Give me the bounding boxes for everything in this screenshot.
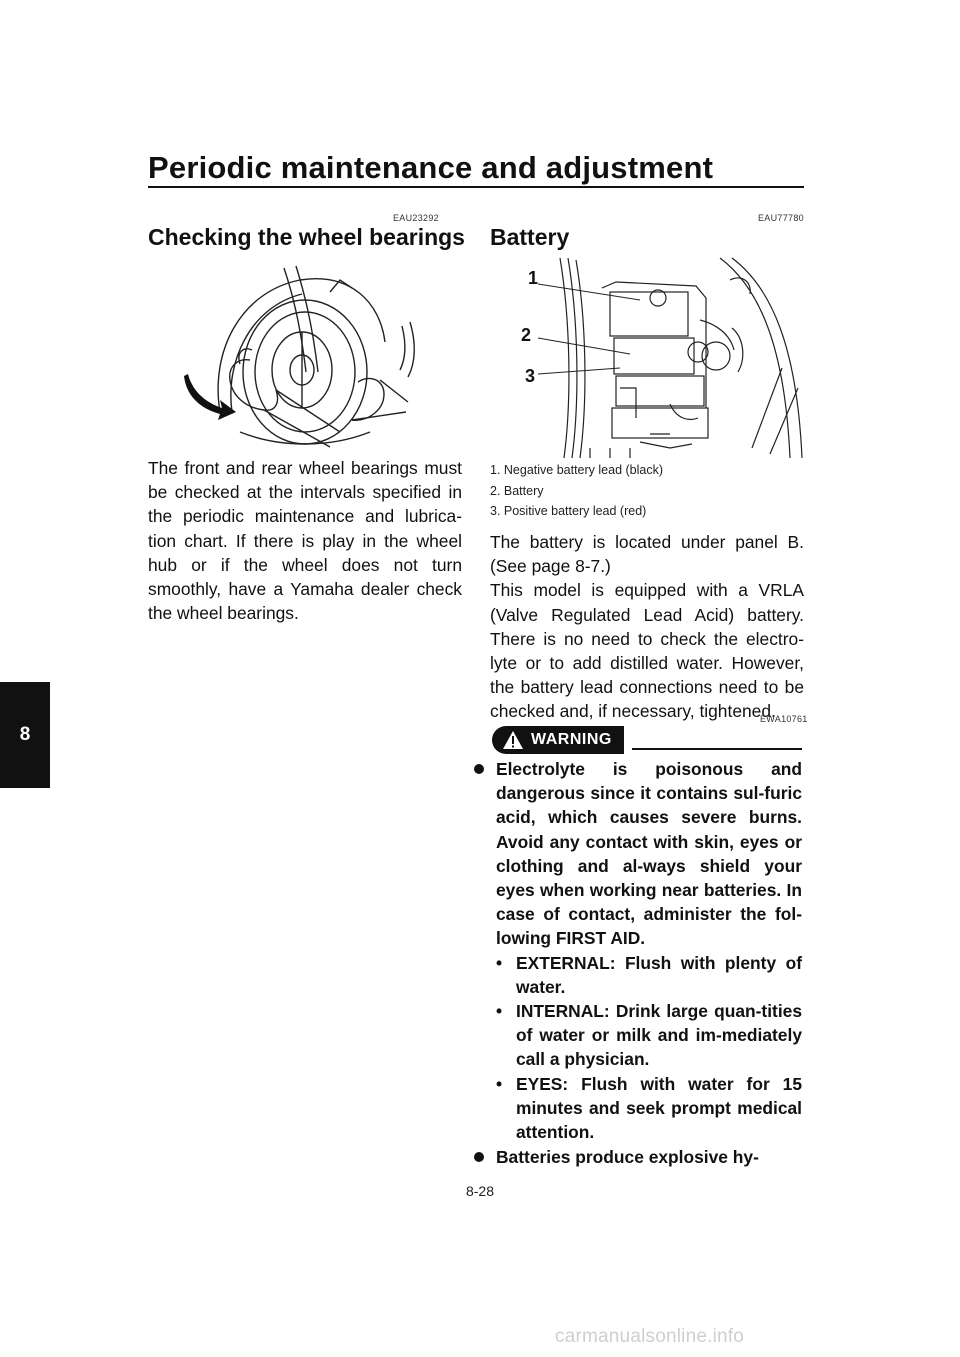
section-title-battery: Battery — [490, 224, 570, 250]
caption-item: 1. Negative battery lead (black) — [490, 463, 664, 477]
warning-subitem-text: EYES: Flush with water for 15 minutes and seek prompt medical attention. — [516, 1074, 802, 1143]
warning-subitem-text: EXTERNAL: Flush with plenty of water. — [516, 953, 802, 998]
page-title: Periodic maintenance and adjustment — [148, 150, 714, 185]
header-rule — [148, 186, 804, 188]
warning-badge — [492, 726, 624, 754]
sub-bullet: • — [496, 953, 503, 973]
warning-subitem-text: INTERNAL: Drink large quan-tities of water or milk and im-mediately call a physician. — [516, 1001, 802, 1070]
bullet-icon — [474, 1152, 484, 1162]
chapter-tab[interactable] — [0, 682, 50, 788]
sub-bullet: • — [496, 1001, 503, 1021]
chapter-tab-label: 8 — [19, 724, 31, 745]
watermark: carmanualsonline.info — [555, 1326, 745, 1347]
battery-text — [490, 530, 804, 724]
caption-item: 3. Positive battery lead (red) — [490, 504, 647, 518]
sub-bullet: • — [496, 1074, 503, 1094]
battery-paragraph: The battery is located under panel B. (See page 8-7.) — [490, 532, 804, 577]
warning-item-text: Electrolyte is poisonous and dangerous since it contains sul-furic acid, which causes severe burns. Avoid any contact with skin, eyes or clothing and al-ways shield your eyes when working near batteries. In case of contact, administer the fol-lowing FIRST AID. — [496, 759, 802, 949]
callout-2: 2 — [521, 325, 532, 345]
battery-illustration — [520, 258, 805, 458]
battery-paragraph: This model is equipped with a VRLA (Valve Regulated Lead Acid) battery. There is no need to check the electro-lyte or to add distilled water. However, the battery lead connections need to be checked and, if necessary, tightened. — [490, 580, 804, 722]
warning-item-text: Batteries produce explosive hy- — [496, 1147, 759, 1167]
page-number: 8-28 — [465, 1183, 495, 1199]
section-code: EAU77780 — [758, 213, 804, 223]
warning-label: WARNING — [531, 731, 612, 748]
figure-captions — [490, 460, 663, 522]
warning-list — [468, 757, 804, 1167]
warning-rule — [632, 748, 802, 750]
callout-1: 1 — [528, 268, 539, 288]
bullet-icon — [474, 764, 484, 774]
section-title-wheel-bearings: Checking the wheel bearings — [148, 224, 465, 250]
callout-3: 3 — [525, 366, 536, 386]
wheel-bearings-text: The front and rear wheel bearings must be checked at the intervals specified in the periodic maintenance and lubrica-tion chart. If there is play in the wheel hub or if the wheel does not turn smoothly, have a Yamaha dealer check the wheel bearings. — [148, 458, 462, 624]
section-code: EAU23292 — [393, 213, 439, 223]
warning-code: EWA10761 — [760, 714, 808, 724]
warning-triangle-icon — [502, 730, 524, 750]
wheel-bearing-illustration — [180, 262, 420, 452]
caption-item: 2. Battery — [490, 483, 544, 498]
